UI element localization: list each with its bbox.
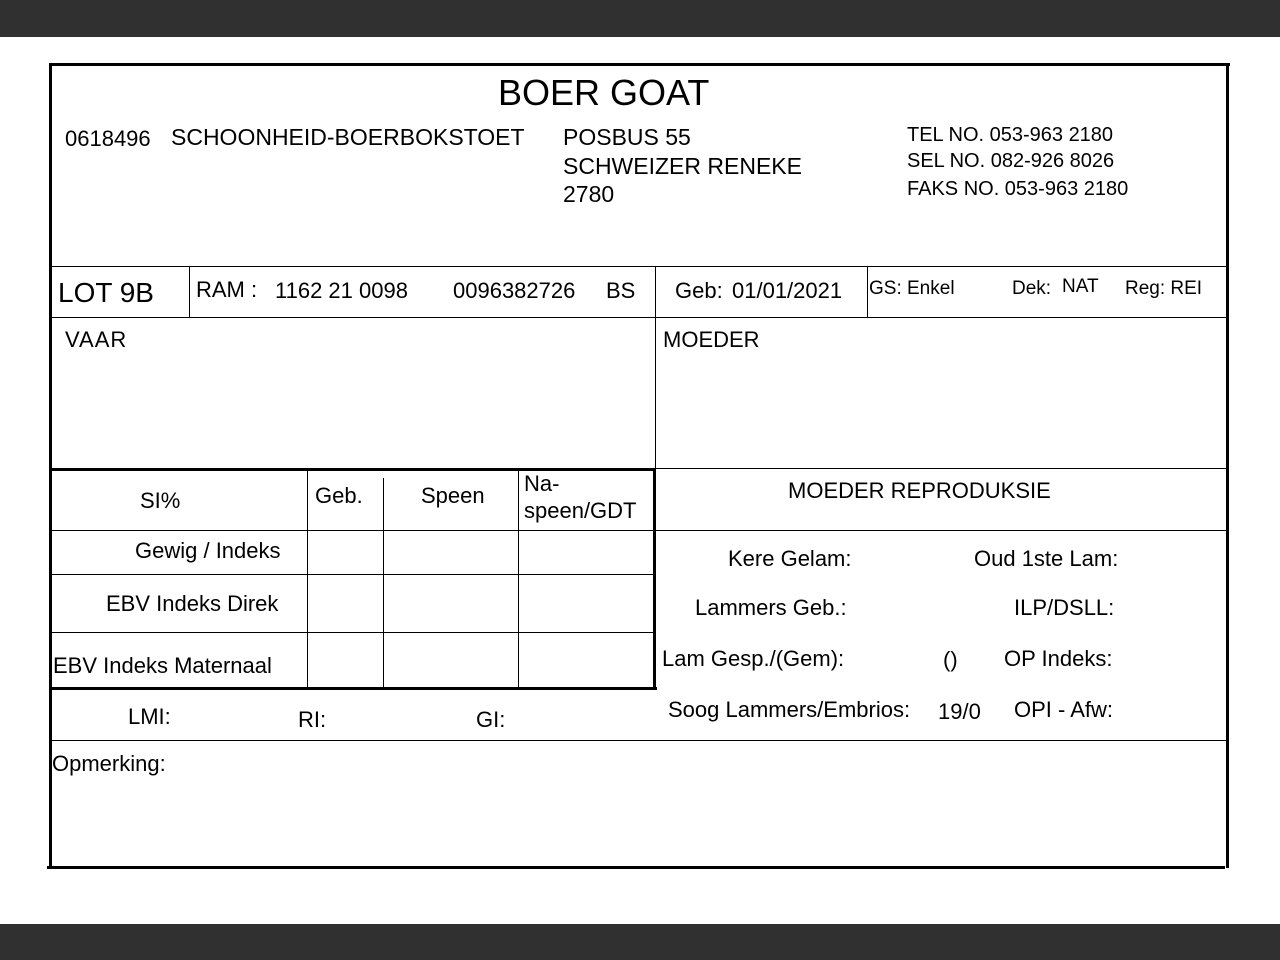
- address-line-1: POSBUS 55: [563, 124, 691, 150]
- card-border-bottom: [47, 866, 1225, 869]
- opmerking-label: Opmerking:: [52, 751, 166, 776]
- card-border-top: [49, 63, 1230, 66]
- col-header-geb: Geb.: [315, 483, 363, 508]
- rule-below-moeder: [655, 468, 1227, 469]
- si-col-rule-2: [383, 478, 384, 688]
- row-label-ebv-direk: EBV Indeks Direk: [106, 591, 279, 616]
- si-row-rule-2: [52, 574, 654, 575]
- row-label-ebv-maternaal: EBV Indeks Maternaal: [53, 653, 272, 678]
- moeder-label: MOEDER: [663, 327, 760, 352]
- dek-label: Dek:: [1012, 278, 1052, 299]
- rule-after-lot: [189, 266, 190, 318]
- member-number: 0618496: [65, 126, 151, 151]
- si-row-rule-1: [52, 530, 1227, 531]
- address-line-3: 2780: [563, 181, 615, 207]
- rule-parents-divider: [655, 317, 656, 469]
- col-header-naspeen-1: Na-: [524, 471, 560, 496]
- card-border-right: [1226, 63, 1229, 868]
- si-table-bottom: [52, 687, 657, 690]
- gi-label: GI:: [476, 707, 506, 732]
- rule-after-geb: [867, 266, 868, 318]
- kere-gelam-label: Kere Gelam:: [728, 546, 852, 571]
- rule-above-lot-row: [52, 266, 1227, 267]
- dek-value: NAT: [1062, 276, 1099, 297]
- reg-value: Reg: REI: [1125, 278, 1203, 299]
- opi-afw-label: OPI - Afw:: [1014, 697, 1114, 722]
- si-col-rule-1: [307, 471, 308, 688]
- col-header-speen: Speen: [421, 483, 485, 508]
- si-row-rule-3: [52, 632, 654, 633]
- reproduction-title: MOEDER REPRODUKSIE: [788, 478, 1051, 503]
- card-border-left: [49, 63, 52, 868]
- registration-number: 0096382726: [453, 278, 576, 303]
- geb-label: Geb:: [675, 278, 723, 303]
- geb-date: 01/01/2021: [732, 278, 843, 303]
- sel-number: SEL NO. 082-926 8026: [907, 150, 1115, 172]
- address-line-2: SCHWEIZER RENEKE: [563, 153, 802, 179]
- ilp-dsll-label: ILP/DSLL:: [1014, 595, 1115, 620]
- si-col-rule-3: [518, 471, 519, 688]
- vaar-label: VAAR: [65, 327, 128, 352]
- ri-label: RI:: [298, 707, 327, 732]
- gs-value: GS: Enkel: [869, 278, 955, 299]
- lam-gesp-label: Lam Gesp./(Gem):: [662, 646, 845, 671]
- lammers-geb-label: Lammers Geb.:: [695, 595, 847, 620]
- lam-gesp-value: (): [943, 647, 958, 672]
- col-header-naspeen-2: speen/GDT: [524, 498, 637, 523]
- bs-code: BS: [606, 278, 636, 303]
- ram-label: RAM :: [196, 277, 258, 302]
- rule-after-bs: [655, 266, 656, 318]
- lot-number: LOT 9B: [58, 277, 154, 308]
- si-percent-header: SI%: [140, 488, 181, 513]
- row-label-gewig: Gewig / Indeks: [135, 538, 281, 563]
- rule-below-lot-row: [52, 317, 1227, 318]
- soog-lammers-value: 19/0: [938, 699, 981, 724]
- op-indeks-label: OP Indeks:: [1004, 646, 1113, 671]
- si-table-top: [52, 468, 655, 471]
- stud-name: SCHOONHEID-BOERBOKSTOET: [171, 124, 525, 150]
- oud-1ste-lam-label: Oud 1ste Lam:: [974, 546, 1119, 571]
- soog-lammers-label: Soog Lammers/Embrios:: [668, 697, 911, 722]
- si-table-right: [653, 468, 656, 690]
- card-title: BOER GOAT: [498, 72, 710, 113]
- rule-below-indices: [52, 740, 1227, 741]
- lmi-label: LMI:: [128, 704, 171, 729]
- ram-id: 1162 21 0098: [275, 278, 408, 303]
- tel-number: TEL NO. 053-963 2180: [907, 124, 1114, 146]
- faks-number: FAKS NO. 053-963 2180: [907, 178, 1129, 200]
